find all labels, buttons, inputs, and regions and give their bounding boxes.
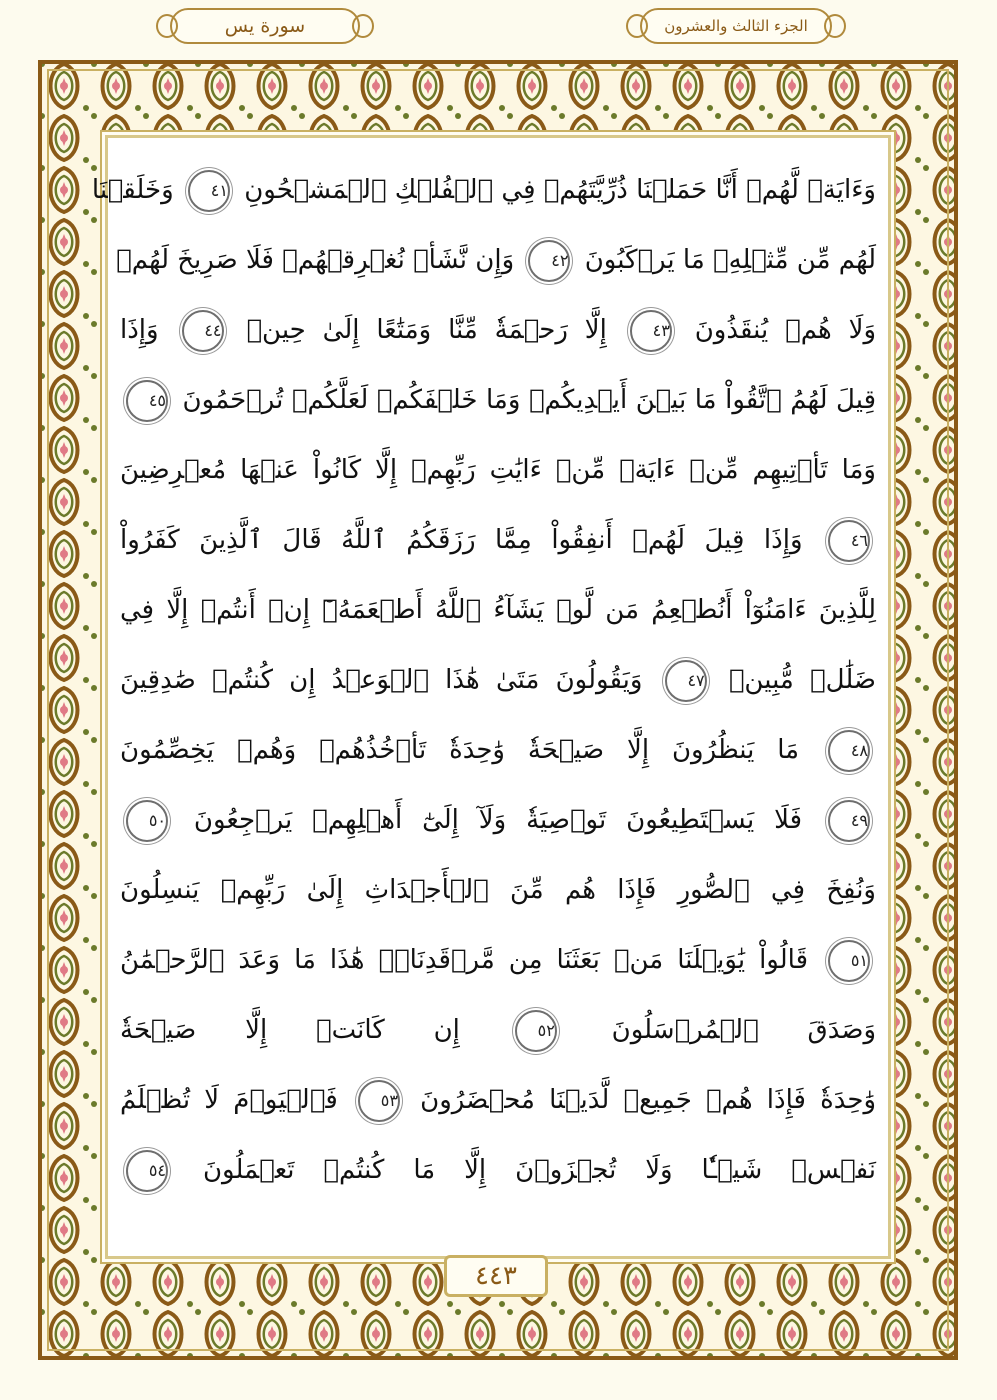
verse-text: فَلَا يَسۡتَطِيعُونَ تَوۡصِيَةٗ وَلَآ إِلَىٰٓ أَهۡلِهِمۡ يَرۡجِعُونَ xyxy=(193,805,803,835)
verse-text: مَا يَنظُرُونَ إِلَّا صَيۡحَةٗ وَٰحِدَةٗ تَأۡخُذُهُمۡ وَهُمۡ يَخِصِّمُونَ xyxy=(120,735,800,765)
verse-text: وَإِذَا قِيلَ لَهُمۡ أَنفِقُواْ مِمَّا رَزَقَكُمُ ٱللَّهُ قَالَ ٱلَّذِينَ كَفَرُواْ xyxy=(120,525,803,555)
verse-text: قِيلَ لَهُمُ ٱتَّقُواْ مَا بَيۡنَ أَيۡدِيكُمۡ وَمَا خَلۡفَكُمۡ لَعَلَّكُمۡ تُرۡحَمُونَ xyxy=(182,385,877,415)
verse-marker: ٥٣ xyxy=(358,1080,400,1122)
verse-text: إِلَّا رَحۡمَةٗ مِّنَّا وَمَتَٰعًا إِلَىٰ حِينٖ xyxy=(246,315,607,345)
text-line xyxy=(120,930,876,990)
text-line xyxy=(116,230,876,290)
verse-marker: ٤٧ xyxy=(665,660,707,702)
verse-text: وَيَقُولُونَ مَتَىٰ هَٰذَا ٱلۡوَعۡدُ إِن كُنتُمۡ صَٰدِقِينَ xyxy=(120,665,643,695)
text-line xyxy=(120,1070,876,1130)
verse-marker: ٥٤ xyxy=(126,1150,168,1192)
surah-name: سورة يس xyxy=(224,15,306,37)
text-line xyxy=(120,300,876,360)
surah-name-tag xyxy=(170,8,360,44)
verse-text: فَٱلۡيَوۡمَ لَا تُظۡلَمُ xyxy=(120,1085,338,1115)
verse-marker: ٥٠ xyxy=(126,800,168,842)
verse-marker: ٤٨ xyxy=(828,730,870,772)
juz-name-tag xyxy=(640,8,832,44)
text-line xyxy=(120,1000,876,1060)
verse-text: وَلَا هُمۡ يُنقَذُونَ xyxy=(694,315,877,345)
text-line xyxy=(120,580,876,640)
text-line xyxy=(120,720,876,780)
verse-marker: ٤٤ xyxy=(182,310,224,352)
tag-ornament-right xyxy=(352,14,374,38)
verse-text: لِلَّذِينَ ءَامَنُوٓاْ أَنُطۡعِمُ مَن لَّوۡ يَشَآءُ ٱللَّهُ أَطۡعَمَهُۥٓ إِنۡ أَنتُمۡ إِلَّا فِي xyxy=(120,595,876,625)
verse-text: وَءَايَةٞ لَّهُمۡ أَنَّا حَمَلۡنَا ذُرِّيَّتَهُمۡ فِي ٱلۡفُلۡكِ ٱلۡمَشۡحُونِ xyxy=(244,175,876,205)
verse-text: وَصَدَقَ ٱلۡمُرۡسَلُونَ xyxy=(611,1015,877,1045)
verse-text: وَمَا تَأۡتِيهِم مِّنۡ ءَايَةٖ مِّنۡ ءَايَٰتِ رَبِّهِمۡ إِلَّا كَانُواْ عَنۡهَا مُعۡرِضِينَ xyxy=(120,455,876,485)
text-line xyxy=(120,1140,876,1200)
verse-marker: ٤١ xyxy=(188,170,230,212)
verse-marker: ٥١ xyxy=(828,940,870,982)
verse-text: نَفۡسٞ شَيۡـٔٗا وَلَا تُجۡزَوۡنَ إِلَّا مَا كُنتُمۡ تَعۡمَلُونَ xyxy=(202,1155,876,1185)
juz-name: الجزء الثالث والعشرون xyxy=(664,17,808,35)
text-line xyxy=(120,510,876,570)
verse-text: لَهُم مِّن مِّثۡلِهِۦ مَا يَرۡكَبُونَ xyxy=(584,245,876,275)
page-number xyxy=(444,1255,548,1297)
text-line xyxy=(120,440,876,500)
verse-text: وَنُفِخَ فِي ٱلصُّورِ فَإِذَا هُم مِّنَ ٱلۡأَجۡدَاثِ إِلَىٰ رَبِّهِمۡ يَنسِلُونَ xyxy=(120,875,876,905)
verse-text: ضَلَٰلٖ مُّبِينٖ xyxy=(728,665,877,695)
verse-text: قَالُواْ يَٰوَيۡلَنَا مَنۢ بَعَثَنَا مِن مَّرۡقَدِنَاۜۗ هَٰذَا مَا وَعَدَ ٱلرَّحۡمَٰنُ xyxy=(120,945,808,975)
text-line xyxy=(91,160,876,220)
verse-marker: ٤٥ xyxy=(126,380,168,422)
verse-text: وَٰحِدَةٗ فَإِذَا هُمۡ جَمِيعٞ لَّدَيۡنَا مُحۡضَرُونَ xyxy=(420,1085,877,1115)
text-line xyxy=(120,370,876,430)
verse-marker: ٤٣ xyxy=(630,310,672,352)
verse-text: وَإِن نَّشَأۡ نُغۡرِقۡهُمۡ فَلَا صَرِيخَ لَهُمۡ xyxy=(116,245,515,275)
verse-text: وَإِذَا xyxy=(120,315,159,345)
verse-marker: ٥٢ xyxy=(515,1010,557,1052)
verse-marker: ٤٢ xyxy=(528,240,570,282)
tag-ornament-left xyxy=(156,14,178,38)
text-line xyxy=(120,790,876,850)
verse-marker: ٤٩ xyxy=(828,800,870,842)
text-line xyxy=(120,650,876,710)
verse-marker: ٤٦ xyxy=(828,520,870,562)
verse-text: وَخَلَقۡنَا xyxy=(91,175,174,205)
text-line xyxy=(120,860,876,920)
tag-ornament-right xyxy=(824,14,846,38)
page-number-label: ٤٤٣ xyxy=(475,1261,517,1291)
verse-text: إِن كَانَتۡ إِلَّا صَيۡحَةٗ xyxy=(120,1015,460,1045)
tag-ornament-left xyxy=(626,14,648,38)
